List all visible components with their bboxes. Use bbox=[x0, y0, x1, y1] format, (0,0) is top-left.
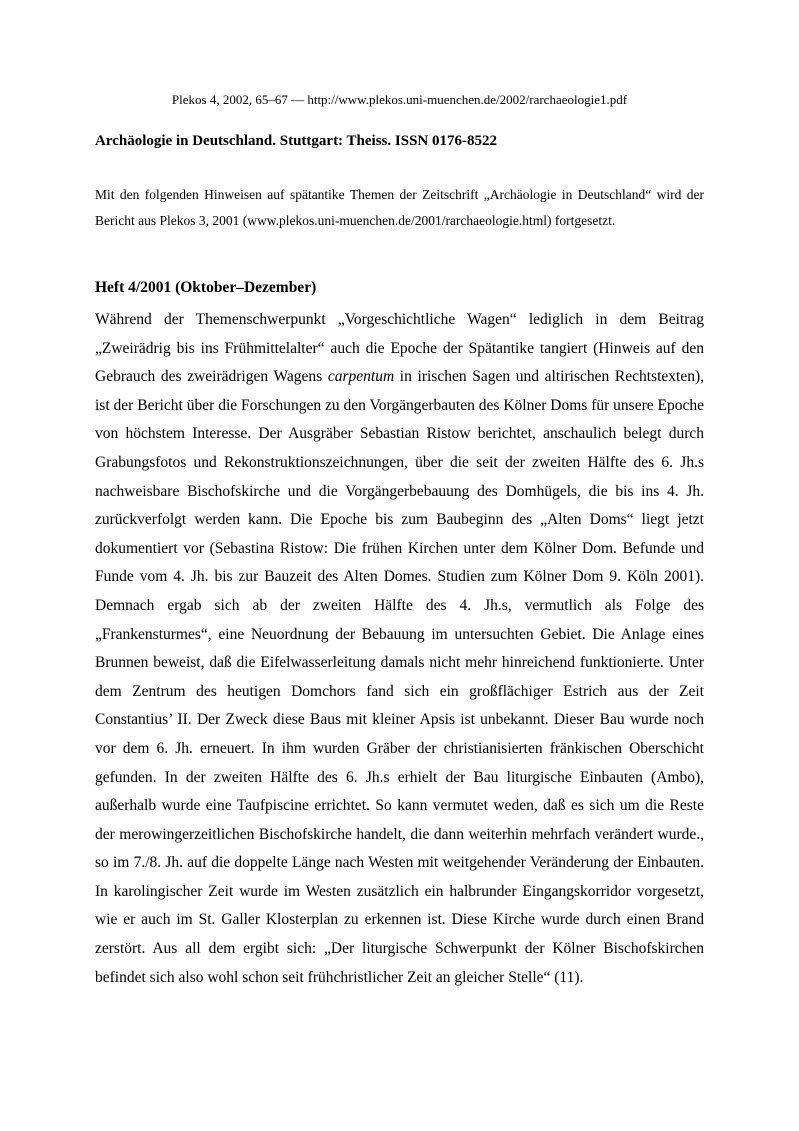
page-header-line: Plekos 4, 2002, 65–67 — http://www.plekos.uni-muenchen.de/2002/rarchaeologie1.pdf bbox=[171, 92, 628, 107]
body-text-part2: in irischen Sagen und altirischen Rechtstexten), ist der Bericht über die Forschungen zu den Vorgängerbauten des Kölner Doms für unsere Epoche von höchstem Interesse. Der Ausgräber Sebastian Ristow berichtet, anschaulich belegt durch Grabungsfotos und Rekonstruktionszeichnungen, über die seit der zweiten Hälfte des 6. Jh.s nachweisbare Bischofskirche und die Vorgängerbebauung des Domhügels, die bis ins 4. Jh. zurückverfolgt werden kann. Die Epoche bis zum Baubeginn des „Alten Doms“ liegt jetzt dokumentiert vor (Sebastina Ristow: Die frühen Kirchen unter dem Kölner Dom. Befunde und Funde vom 4. Jh. bis zur Bauzeit des Alten Domes. Studien zum Kölner Dom 9. Köln 2001). Demnach ergab sich ab der zweiten Hälfte des 4. Jh.s, vermutlich als Folge des „Frankensturmes“, eine Neuordnung der Bebauung im untersuchten Gebiet. Die Anlage eines Brunnen beweist, daß die Eifelwasserleitung damals nicht mehr hinreichend funktionierte. Unter dem Zentrum des heutigen Domchors fand sich ein großflächiger Estrich aus der Zeit Constantius’ II. Der Zweck diese Baus mit kleiner Apsis ist unbekannt. Dieser Bau wurde noch vor dem 6. Jh. erneuert. In ihm wurden Gräber der christianisierten fränkischen Oberschicht gefunden. In der zweiten Hälfte des 6. Jh.s erhielt der Bau liturgische Einbauten (Ambo), außerhalb wurde eine Taufpiscine errichtet. So kann vermutet weden, daß es sich um die Reste der merowingerzeitlichen Bischofskirche handelt, die dann weiterhin mehrfach verändert wurde., so im 7./8. Jh. auf die doppelte Länge nach Westen mit weitgehender Veränderung der Einbauten. In karolingischer Zeit wurde im Westen zusätzlich ein halbrunder Eingangskorridor vorgesetzt, wie er auch im St. Galler Klosterplan zu erkennen ist. Diese Kirche wurde durch einen Brand zerstört. Aus all dem ergibt sich: „Der liturgische Schwerpunkt der Kölner Bischofskirchen befindet sich also wohl schon seit frühchristlicher Zeit an gleicher Stelle“ (11). bbox=[95, 368, 704, 986]
body-paragraph bbox=[95, 306, 704, 992]
italic-term: carpentum bbox=[327, 368, 395, 386]
section-heading: Heft 4/2001 (Oktober–Dezember) bbox=[95, 279, 317, 296]
body-text-part1: Während der Themenschwerpunkt „Vorgeschichtliche Wagen“ lediglich in dem Beitrag „Zweirädrig bis ins Frühmittelalter“ auch die Epoche der Spätantike tangiert (Hinweis auf den Gebrauch des zweirädrigen Wagens bbox=[95, 311, 704, 386]
document-title: Archäologie in Deutschland. Stuttgart: Theiss. ISSN 0176-8522 bbox=[95, 133, 497, 149]
intro-paragraph: Mit den folgenden Hinweisen auf spätantike Themen der Zeitschrift „Archäologie in Deutschland“ wird der Bericht aus Plekos 3, 2001 (www.plekos.uni-muenchen.de/2001/rarchaeologie.html) fortgesetzt. bbox=[95, 187, 704, 228]
